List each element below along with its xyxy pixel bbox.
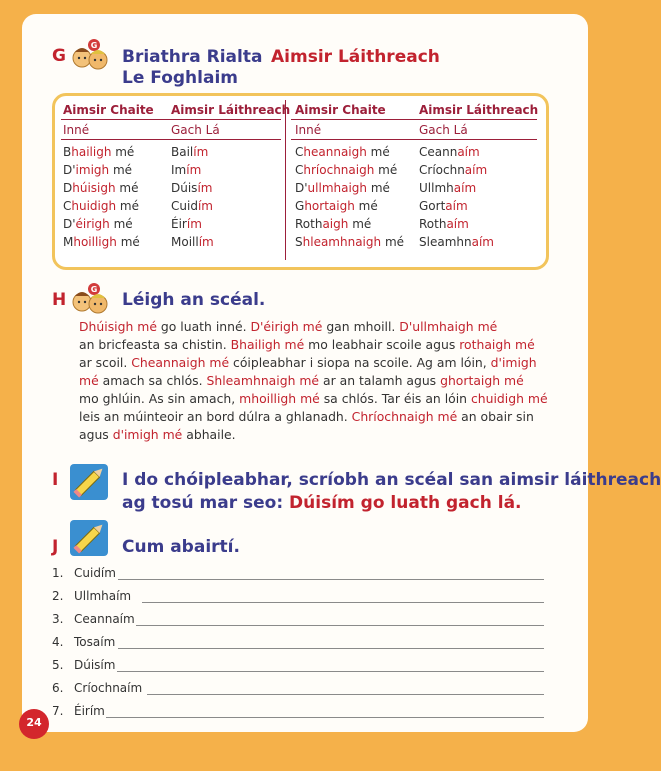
verb-ending: hoilligh — [73, 235, 117, 249]
verb-ending: hailigh — [71, 145, 112, 159]
verb-ending: ím — [197, 199, 213, 213]
section-letter-h: H — [52, 290, 67, 310]
verb-ending: aím — [464, 163, 488, 177]
verb-cell — [63, 233, 140, 251]
verb-stem: Roth — [419, 217, 447, 231]
item-number: 7. — [52, 704, 64, 718]
story-text — [79, 318, 549, 444]
story-line — [79, 408, 549, 426]
answer-line[interactable] — [118, 579, 544, 580]
prompt-word: Tosaím — [74, 635, 116, 649]
table-divider — [285, 100, 286, 260]
story-segment: amach sa chlós. — [98, 373, 207, 388]
verb-stem: D' — [63, 217, 76, 231]
highlighted-verb: Dhúisigh mé — [79, 319, 157, 334]
verb-stem: Moill — [171, 235, 199, 249]
instruction-text: ag tosú mar seo: — [122, 493, 290, 513]
verb-stem: mé — [116, 199, 139, 213]
prompt-word: Ceannaím — [74, 612, 135, 626]
verb-stem: C — [295, 145, 304, 159]
svg-text:G: G — [90, 41, 98, 50]
verb-ending: hleamhnaigh — [302, 235, 382, 249]
verb-cell — [63, 179, 140, 197]
verb-cell — [171, 197, 214, 215]
verb-cell — [171, 179, 214, 197]
highlighted-verb: d'imigh mé — [112, 427, 183, 442]
verb-stem: Roth — [295, 217, 323, 231]
verb-ending: hríochnaigh — [303, 163, 375, 177]
verb-cell — [63, 215, 140, 233]
verb-cell — [419, 233, 494, 251]
verb-ending: ím — [186, 217, 202, 231]
table-header: Aimsir Chaite — [63, 103, 154, 117]
item-number: 4. — [52, 635, 64, 649]
verb-cell — [295, 215, 404, 233]
svg-text:G: G — [90, 285, 98, 294]
verb-stem: C — [63, 199, 72, 213]
verb-stem: mé — [367, 181, 390, 195]
verb-ending: ím — [197, 181, 213, 195]
story-segment: an bricfeasta sa chistin. — [79, 337, 231, 352]
table-header: Aimsir Láithreach — [419, 103, 539, 117]
section-h-title: Léigh an scéal. — [122, 290, 266, 310]
verb-cell — [171, 161, 214, 179]
section-letter-j: J — [52, 537, 59, 557]
verb-stem: Críochn — [419, 163, 465, 177]
story-segment: abhaile. — [182, 427, 236, 442]
verb-ending: ím — [193, 145, 209, 159]
verb-stem: mé — [109, 163, 133, 177]
verb-stem: mé — [109, 217, 133, 231]
verb-stem: mé — [111, 145, 135, 159]
example-end: gach lá. — [440, 493, 522, 513]
verb-ending: ullmhaigh — [307, 181, 368, 195]
verb-stem: Ullmh — [419, 181, 454, 195]
story-segment: cóipleabhar i siopa na scoile. Ag am lóin, — [229, 355, 491, 370]
section-g-subtitle: Le Foghlaim — [122, 68, 238, 88]
verb-ending: éirigh — [75, 217, 110, 231]
verb-cell — [63, 143, 140, 161]
subheader-rule-left — [61, 139, 281, 140]
highlighted-verb: D'éirigh mé — [250, 319, 323, 334]
children-g-icon — [70, 38, 110, 74]
verb-cell — [419, 161, 494, 179]
story-line — [79, 390, 549, 408]
verb-ending: aím — [457, 145, 480, 159]
verb-cell — [63, 161, 140, 179]
verb-cell — [419, 179, 494, 197]
story-line — [79, 336, 549, 354]
verb-cell — [295, 197, 404, 215]
verb-stem: Sleamhn — [419, 235, 472, 249]
verb-cell — [171, 215, 214, 233]
verb-ending: imigh — [75, 163, 110, 177]
verb-ending: ím — [186, 163, 202, 177]
story-segment: go luath inné. — [156, 319, 251, 334]
story-segment: sa chlós. Tar éis an lóin — [319, 391, 471, 406]
story-segment: ar scoil. — [79, 355, 132, 370]
verb-cell — [295, 161, 404, 179]
story-segment: ar an talamh agus — [319, 373, 441, 388]
verb-stem: Im — [171, 163, 187, 177]
header-rule-right — [291, 119, 537, 120]
section-letter-g: G — [52, 46, 66, 66]
pencil-icon — [68, 462, 110, 502]
highlighted-verb: ghortaigh mé — [440, 373, 524, 388]
verb-ending: hortaigh — [304, 199, 355, 213]
verb-stem: mé — [115, 181, 139, 195]
verb-stem: mé — [116, 235, 140, 249]
verb-ending: húisigh — [72, 181, 116, 195]
verb-stem: Cuid — [171, 199, 198, 213]
verb-stem: G — [295, 199, 305, 213]
highlighted-verb: chuidigh mé — [470, 391, 548, 406]
table-header: Aimsir Chaite — [295, 103, 386, 117]
verb-table — [52, 93, 549, 270]
item-number: 1. — [52, 566, 64, 580]
story-line — [79, 354, 549, 372]
item-number: 3. — [52, 612, 64, 626]
pencil-icon — [68, 518, 110, 558]
table-subheader: Inné — [295, 123, 322, 137]
highlighted-verb: Chríochnaigh mé — [351, 409, 458, 424]
highlighted-verb: Bhailigh mé — [230, 337, 305, 352]
highlighted-verb: mé — [79, 373, 99, 388]
subheader-rule-right — [291, 139, 537, 140]
verb-stem: D' — [295, 181, 308, 195]
table-subheader: Gach Lá — [419, 123, 468, 137]
prompt-word: Éirím — [74, 704, 105, 718]
column-past-2 — [295, 143, 404, 251]
section-j-title: Cum abairtí. — [122, 537, 240, 557]
highlighted-verb: Cheannaigh mé — [131, 355, 230, 370]
item-number: 5. — [52, 658, 64, 672]
verb-stem: Bail — [171, 145, 194, 159]
children-g-icon — [70, 282, 110, 318]
table-subheader: Inné — [63, 123, 90, 137]
verb-ending: huidigh — [71, 199, 117, 213]
story-line — [79, 426, 549, 444]
answer-line[interactable] — [136, 625, 544, 626]
story-segment: agus — [79, 427, 113, 442]
section-letter-i: I — [52, 470, 59, 490]
verb-cell — [419, 215, 494, 233]
verb-ending: heannaigh — [303, 145, 367, 159]
prompt-word: Dúisím — [74, 658, 116, 672]
story-line — [79, 318, 549, 336]
section-i-line2 — [122, 493, 522, 513]
verb-stem: Gort — [419, 199, 446, 213]
verb-ending: ím — [198, 235, 214, 249]
verb-cell — [171, 233, 214, 251]
verb-stem: B — [63, 145, 72, 159]
story-segment: an obair sin — [457, 409, 534, 424]
verb-stem: mé — [354, 199, 378, 213]
story-line — [79, 372, 549, 390]
table-header: Aimsir Láithreach — [171, 103, 291, 117]
item-number: 2. — [52, 589, 64, 603]
verb-ending: aím — [471, 235, 494, 249]
answer-line[interactable] — [142, 602, 544, 603]
verb-stem: mé — [374, 163, 398, 177]
answer-line[interactable] — [106, 717, 544, 718]
verb-cell — [295, 143, 404, 161]
section-i-line1: I do chóipleabhar, scríobh an scéal san aimsir láithreach — [122, 470, 661, 490]
verb-ending: aím — [453, 181, 477, 195]
verb-cell — [419, 143, 494, 161]
verb-stem: S — [295, 235, 303, 249]
prompt-word: Críochnaím — [74, 681, 143, 695]
verb-stem: C — [295, 163, 304, 177]
highlighted-verb: mhoilligh mé — [239, 391, 320, 406]
verb-cell — [295, 233, 404, 251]
story-segment: gan mhoill. — [322, 319, 400, 334]
verb-cell — [171, 143, 214, 161]
verb-stem: M — [63, 235, 74, 249]
verb-stem: Ceann — [419, 145, 458, 159]
story-segment: mo leabhair scoile agus — [304, 337, 460, 352]
verb-cell — [63, 197, 140, 215]
table-subheader: Gach Lá — [171, 123, 220, 137]
verb-stem: mé — [348, 217, 372, 231]
verb-cell — [419, 197, 494, 215]
column-present-1 — [171, 143, 214, 251]
highlighted-verb: Shleamhnaigh mé — [206, 373, 320, 388]
verb-stem: Éir — [171, 217, 187, 231]
item-number: 6. — [52, 681, 64, 695]
column-present-2 — [419, 143, 494, 251]
verb-ending: aigh — [322, 217, 349, 231]
verb-cell — [295, 179, 404, 197]
verb-stem: mé — [381, 235, 405, 249]
section-g-title: Briathra Rialta — [122, 47, 263, 67]
column-past-1 — [63, 143, 140, 251]
example-start: Dúisím go luath — [289, 493, 441, 513]
section-g-tense-title: Aimsir Láithreach — [271, 47, 440, 67]
page-number: 24 — [26, 716, 42, 729]
answer-line[interactable] — [118, 648, 544, 649]
story-segment: leis an múinteoir an bord dúlra a ghlanadh. — [79, 409, 352, 424]
verb-stem: mé — [366, 145, 390, 159]
verb-ending: aím — [445, 199, 468, 213]
highlighted-verb: D'ullmhaigh mé — [399, 319, 498, 334]
answer-line[interactable] — [147, 694, 544, 695]
highlighted-verb: rothaigh mé — [459, 337, 535, 352]
verb-stem: D — [63, 181, 73, 195]
answer-line[interactable] — [117, 671, 544, 672]
verb-stem: Dúis — [171, 181, 198, 195]
prompt-word: Cuidím — [74, 566, 116, 580]
story-segment: mo ghlúin. As sin amach, — [79, 391, 240, 406]
header-rule-left — [61, 119, 281, 120]
verb-ending: aím — [446, 217, 469, 231]
prompt-word: Ullmhaím — [74, 589, 132, 603]
verb-stem: D' — [63, 163, 76, 177]
highlighted-verb: d'imigh — [490, 355, 537, 370]
